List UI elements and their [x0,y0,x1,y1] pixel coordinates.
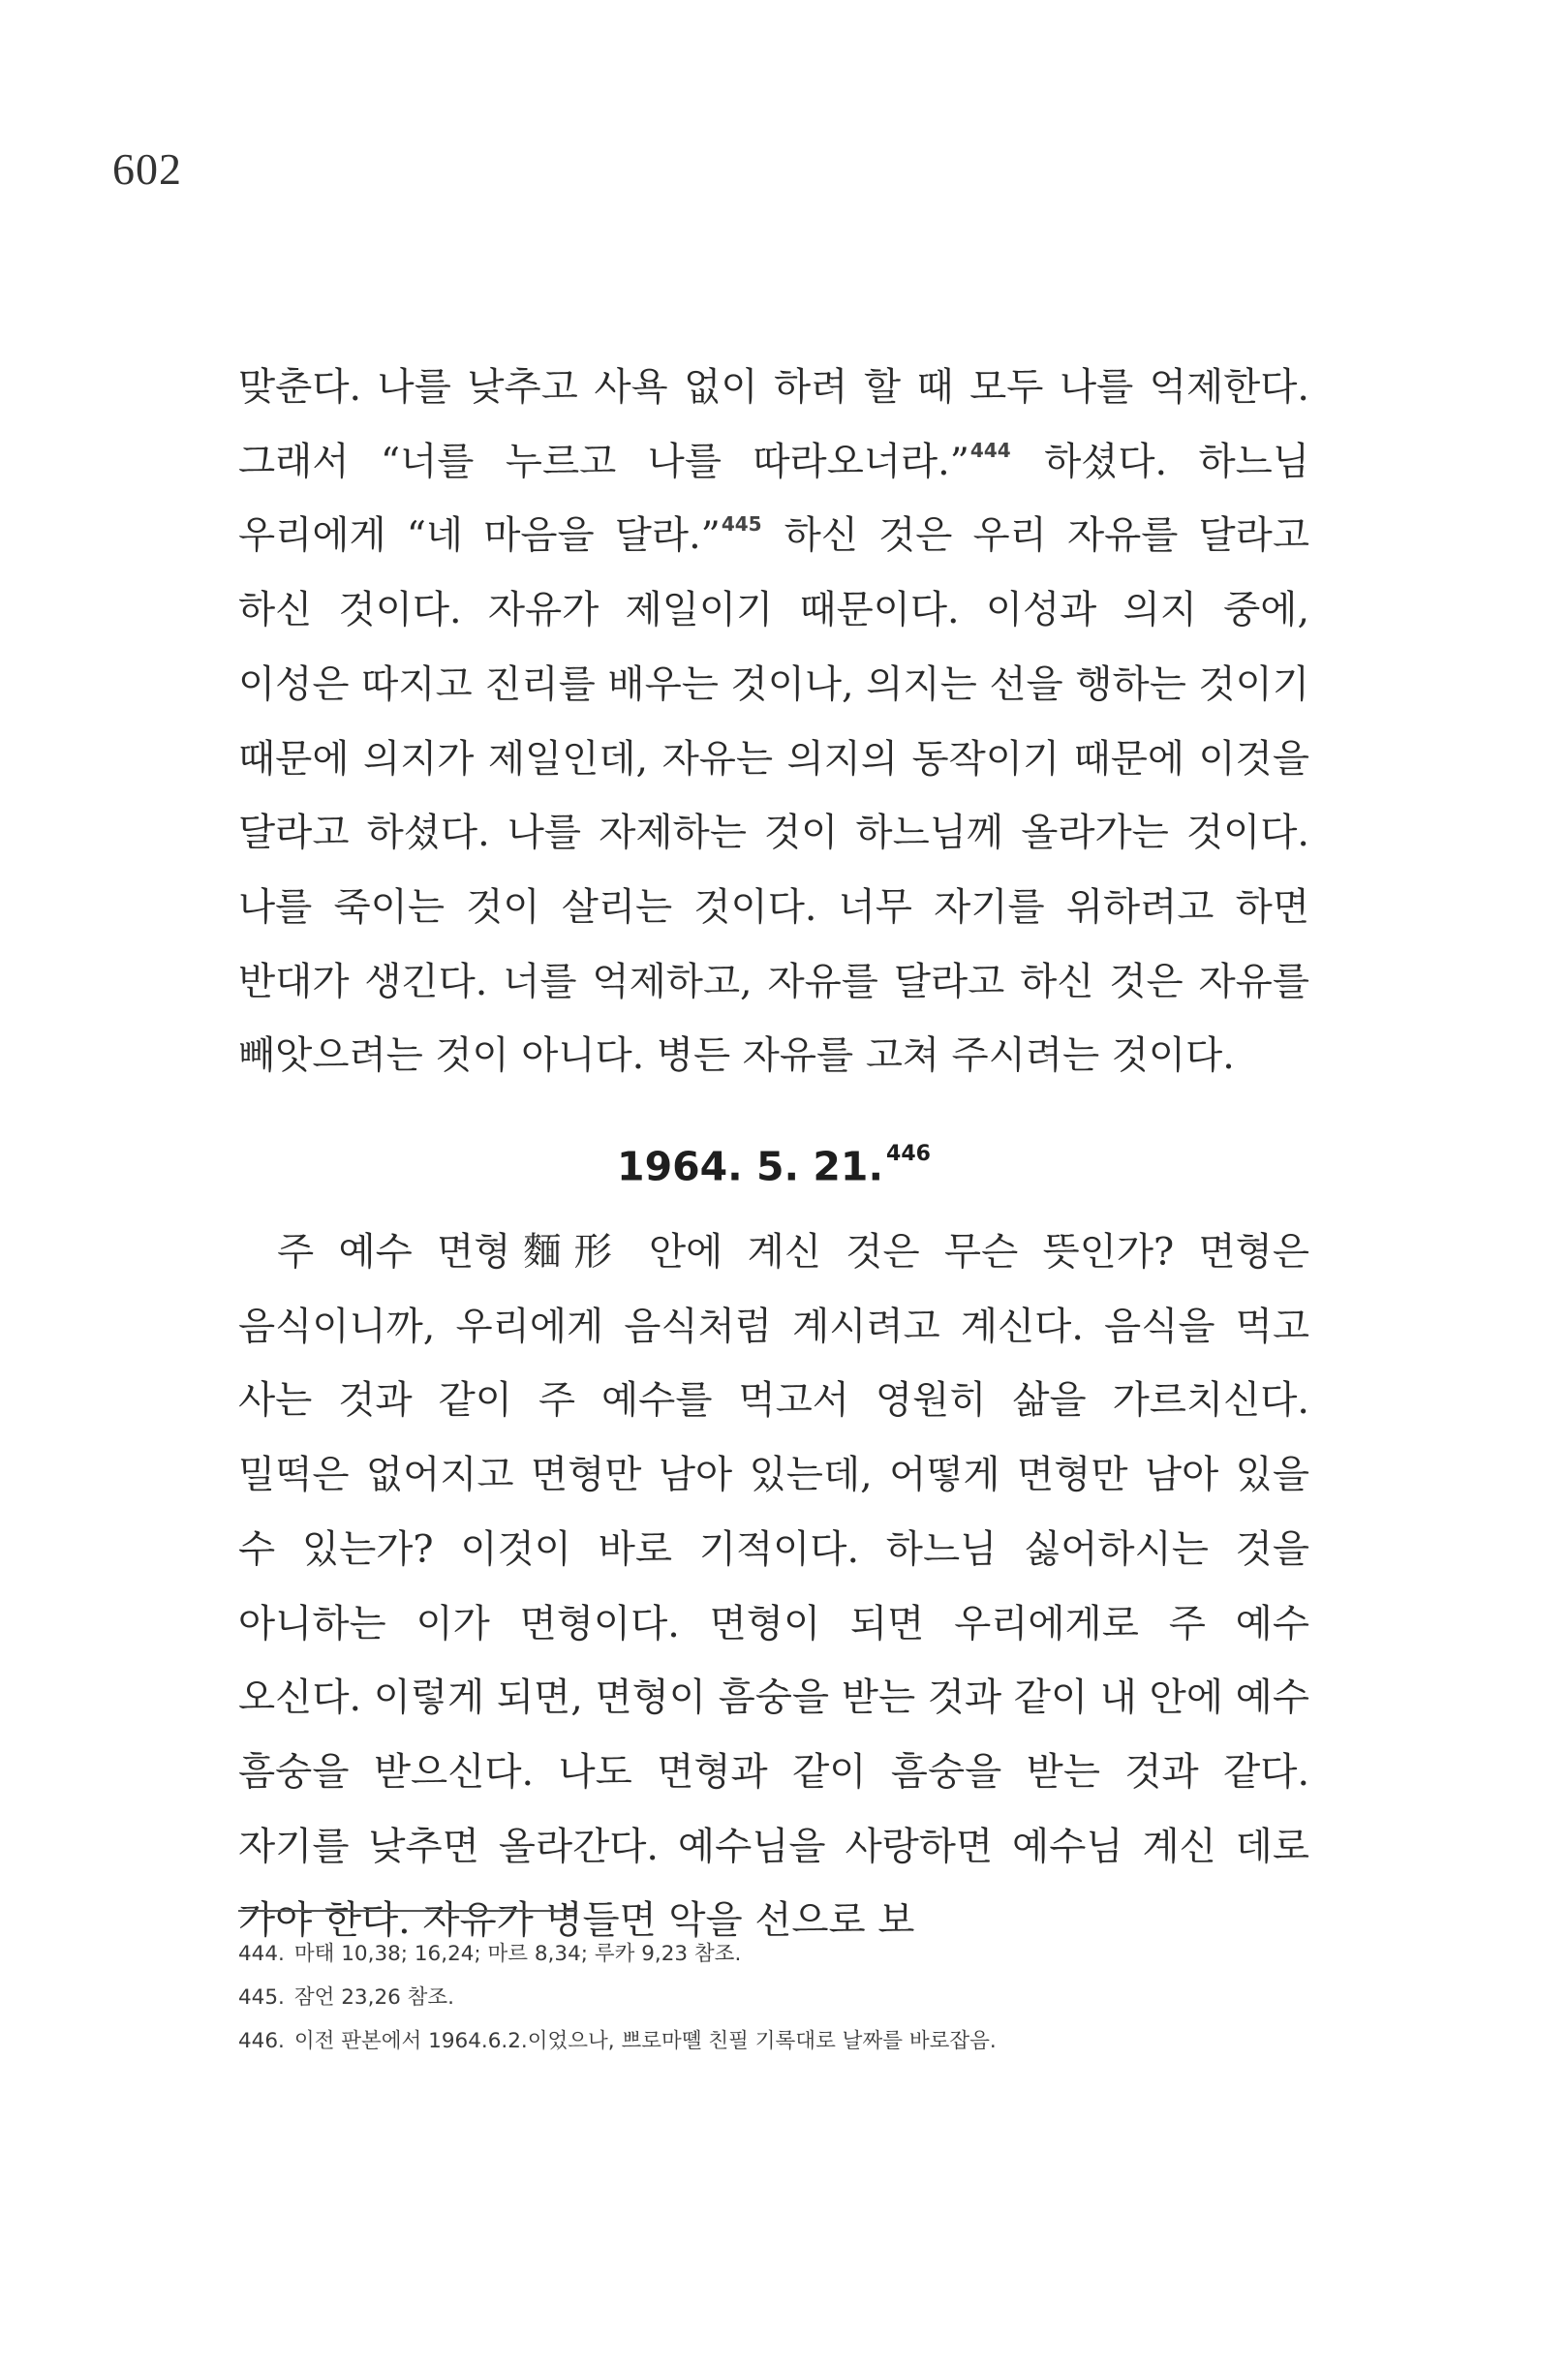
footnote-text: 마태 10,38; 16,24; 마르 8,34; 루카 9,23 참조. [293,1942,742,1966]
paragraph-text: 맞춘다. 나를 낮추고 사욕 없이 하려 할 때 모두 나를 억제한다. 그래서 “너를 누르고 나를 따라오너라.” [238,365,1309,484]
paragraph-text: 하신 것은 우리 자유를 달라고 하신 것이다. 자유가 제일이기 때문이다. 이성과 의지 중에, 이성은 따지고 진리를 배우는 것이나, 의지는 선을 행하는 것이기 때문에 의지가 제일인데, 자유는 의지의 동작이기 때문에 이것을 달라고 하셨다. 나를 자제하는 것이 하느님께 올라가는 것이다. 나를 죽이는 것이 살리는 것이다. 너무 자기를 위하려고 하면 반대가 생긴다. 너를 억제하고, 자유를 달라고 하신 것은 자유를 빼앗으려는 것이 아니다. 병든 자유를 고쳐 주시려는 것이다. [238,513,1309,1079]
footnote-reference: 446 [886,1142,931,1166]
footnotes-list [238,1932,1309,2063]
section-date: 1964. 5. 21. [617,1143,884,1190]
body-paragraph [238,351,1309,1093]
footnote-item [238,1932,1309,1976]
footnote-number: 446. [238,2029,285,2053]
footnote-number: 445. [238,1985,285,2010]
footnote-divider [238,1910,577,1912]
footnote-reference: 445 [721,512,762,537]
body-paragraph: 주 예수 면형麵形 안에 계신 것은 무슨 뜻인가? 면형은 음식이니까, 우리에게 음식처럼 계시려고 계신다. 음식을 먹고 사는 것과 같이 주 예수를 먹고서 영원히 삶을 가르치신다. 밀떡은 없어지고 면형만 남아 있는데, 어떻게 면형만 남아 있을 수 있는가? 이것이 바로 기적이다. 하느님 싫어하시는 것을 아니하는 이가 면형이다. 면형이 되면 우리에게로 주 예수 오신다. 이렇게 되면, 면형이 흠숭을 받는 것과 같이 내 안에 예수 흠숭을 받으신다. 나도 면형과 같이 흠숭을 받는 것과 같다. 자기를 낮추면 올라간다. 예수님을 사랑하면 예수님 계신 데로 가야 한다. 자유가 병들면 악을 선으로 보 [238,1230,1309,1944]
section-date-heading [238,1131,1309,1196]
paragraph-text: 하셨다. 하느님 우리에게 “네 마음을 달라.” [238,439,1309,559]
footnote-item [238,2019,1309,2063]
footnote-number: 444. [238,1942,285,1966]
footnote-text: 잠언 23,26 참조. [293,1985,455,2010]
footnote-item [238,1976,1309,2019]
footnote-reference: 444 [969,438,1011,462]
page-number: 602 [112,144,182,194]
footnote-text: 이전 판본에서 1964.6.2.이었으나, 쁘로마뗼 친필 기록대로 날짜를 바로잡음. [293,2029,997,2053]
